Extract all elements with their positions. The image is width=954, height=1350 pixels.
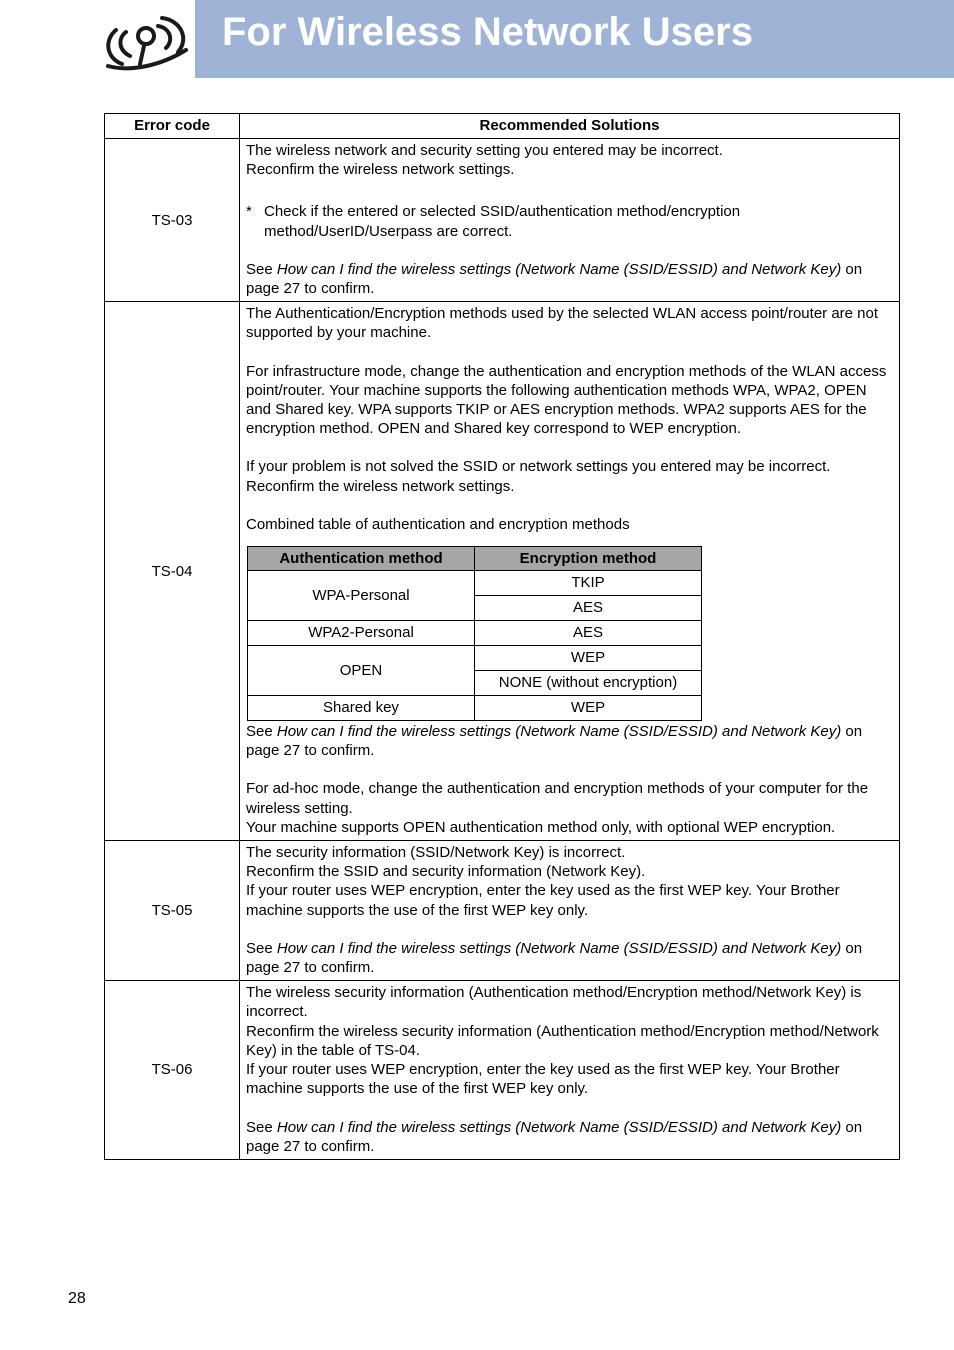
table-header-row (105, 114, 900, 139)
solution-text: Reconfirm the wireless network settings. (246, 161, 515, 179)
solution-text: Your machine supports OPEN authentication method only, with optional WEP encryption. (246, 818, 836, 836)
solution-text: If your problem is not solved the SSID or network settings you entered may be incorrect. (246, 458, 831, 476)
solution-ts-04 (240, 302, 900, 841)
see-suffix: on page 27 to confirm. (246, 260, 863, 298)
auth-encryption-table (247, 546, 702, 721)
table-row (105, 841, 900, 981)
see-suffix: on page 27 to confirm. (246, 723, 863, 760)
auth-table-row (248, 696, 702, 721)
enc-cell: WEP (475, 696, 702, 721)
bullet-mark: * (246, 203, 252, 221)
enc-cell: NONE (without encryption) (475, 671, 702, 696)
solution-text: The Authentication/Encryption methods used by the selected WLAN access point/router are not supported by your machine. (246, 305, 879, 342)
see-prefix: See (246, 723, 277, 741)
header-encryption-method: Encryption method (475, 547, 702, 571)
enc-cell: WEP (475, 646, 702, 671)
solution-ts-05 (240, 841, 900, 981)
see-reference (246, 260, 893, 298)
see-prefix: See (246, 260, 277, 278)
wireless-icon (100, 6, 192, 72)
see-reference (246, 1118, 893, 1156)
enc-cell: TKIP (475, 571, 702, 596)
error-code-ts-06: TS-06 (105, 981, 240, 1160)
page-title: For Wireless Network Users (222, 10, 753, 54)
error-code-ts-03: TS-03 (105, 139, 240, 302)
auth-cell: WPA2-Personal (248, 621, 475, 646)
enc-cell: AES (475, 621, 702, 646)
auth-cell: OPEN (248, 646, 475, 696)
bullet-text: Check if the entered or selected SSID/authentication method/encryption method/UserID/Userpass are correct. (264, 203, 741, 240)
solution-text: The security information (SSID/Network Key) is incorrect. (246, 844, 626, 862)
see-title: How can I find the wireless settings (Network Name (SSID/ESSID) and Network Key) (276, 723, 842, 741)
auth-cell: WPA-Personal (248, 571, 475, 621)
solution-ts-06 (240, 981, 900, 1160)
see-prefix: See (246, 1118, 277, 1136)
see-suffix: on page 27 to confirm. (246, 939, 863, 977)
solution-text: If your router uses WEP encryption, enter the key used as the first WEP key. Your Brother machine supports the use of the first WEP key only. (246, 1061, 840, 1098)
see-suffix: on page 27 to confirm. (246, 1118, 863, 1155)
auth-table-header-row (248, 547, 702, 571)
solution-text: Reconfirm the SSID and security information (Network Key). (246, 863, 646, 881)
see-prefix: See (246, 939, 277, 957)
header-recommended-solutions: Recommended Solutions (240, 114, 900, 139)
table-row (105, 981, 900, 1160)
see-reference (246, 722, 893, 760)
solution-text: For ad-hoc mode, change the authentication and encryption methods of your computer for the wireless setting. (246, 780, 869, 817)
error-code-ts-05: TS-05 (105, 841, 240, 981)
page-number: 28 (68, 1290, 86, 1307)
solution-ts-03 (240, 139, 900, 302)
table-row (105, 139, 900, 302)
solution-text: The wireless security information (Authentication method/Encryption method/Network Key) is incorrect. (246, 984, 862, 1021)
error-code-ts-04: TS-04 (105, 302, 240, 841)
solution-text: For infrastructure mode, change the authentication and encryption methods of the WLAN access point/router. Your machine supports the following authentication methods WPA, WPA2, OPEN and Shared key. WPA supports TKIP or AES encryption methods. WPA2 supports AES for the encryption method. OPEN and Shared key correspond to WEP encryption. (246, 362, 887, 438)
auth-table-row (248, 621, 702, 646)
see-reference (246, 939, 893, 977)
table-row (105, 302, 900, 841)
solution-text: If your router uses WEP encryption, enter the key used as the first WEP key. Your Brother machine supports the use of the first WEP key only. (246, 882, 840, 919)
solution-text: Combined table of authentication and encryption methods (246, 515, 630, 533)
header-error-code: Error code (105, 114, 240, 139)
solution-text: Reconfirm the wireless network settings. (246, 477, 515, 495)
see-title: How can I find the wireless settings (Network Name (SSID/ESSID) and Network Key) (276, 260, 842, 278)
see-title: How can I find the wireless settings (Network Name (SSID/ESSID) and Network Key) (276, 1118, 842, 1136)
enc-cell: AES (475, 596, 702, 621)
auth-table-row (248, 571, 702, 596)
header-auth-method: Authentication method (248, 547, 475, 571)
solution-text: The wireless network and security setting you entered may be incorrect. (246, 142, 723, 159)
solution-text: Reconfirm the wireless security information (Authentication method/Encryption method/Network Key) in the table of TS-04. (246, 1022, 879, 1059)
error-code-table (104, 113, 900, 1160)
bullet-item (246, 202, 893, 240)
auth-table-row (248, 646, 702, 671)
see-title: How can I find the wireless settings (Network Name (SSID/ESSID) and Network Key) (276, 939, 842, 957)
auth-cell: Shared key (248, 696, 475, 721)
